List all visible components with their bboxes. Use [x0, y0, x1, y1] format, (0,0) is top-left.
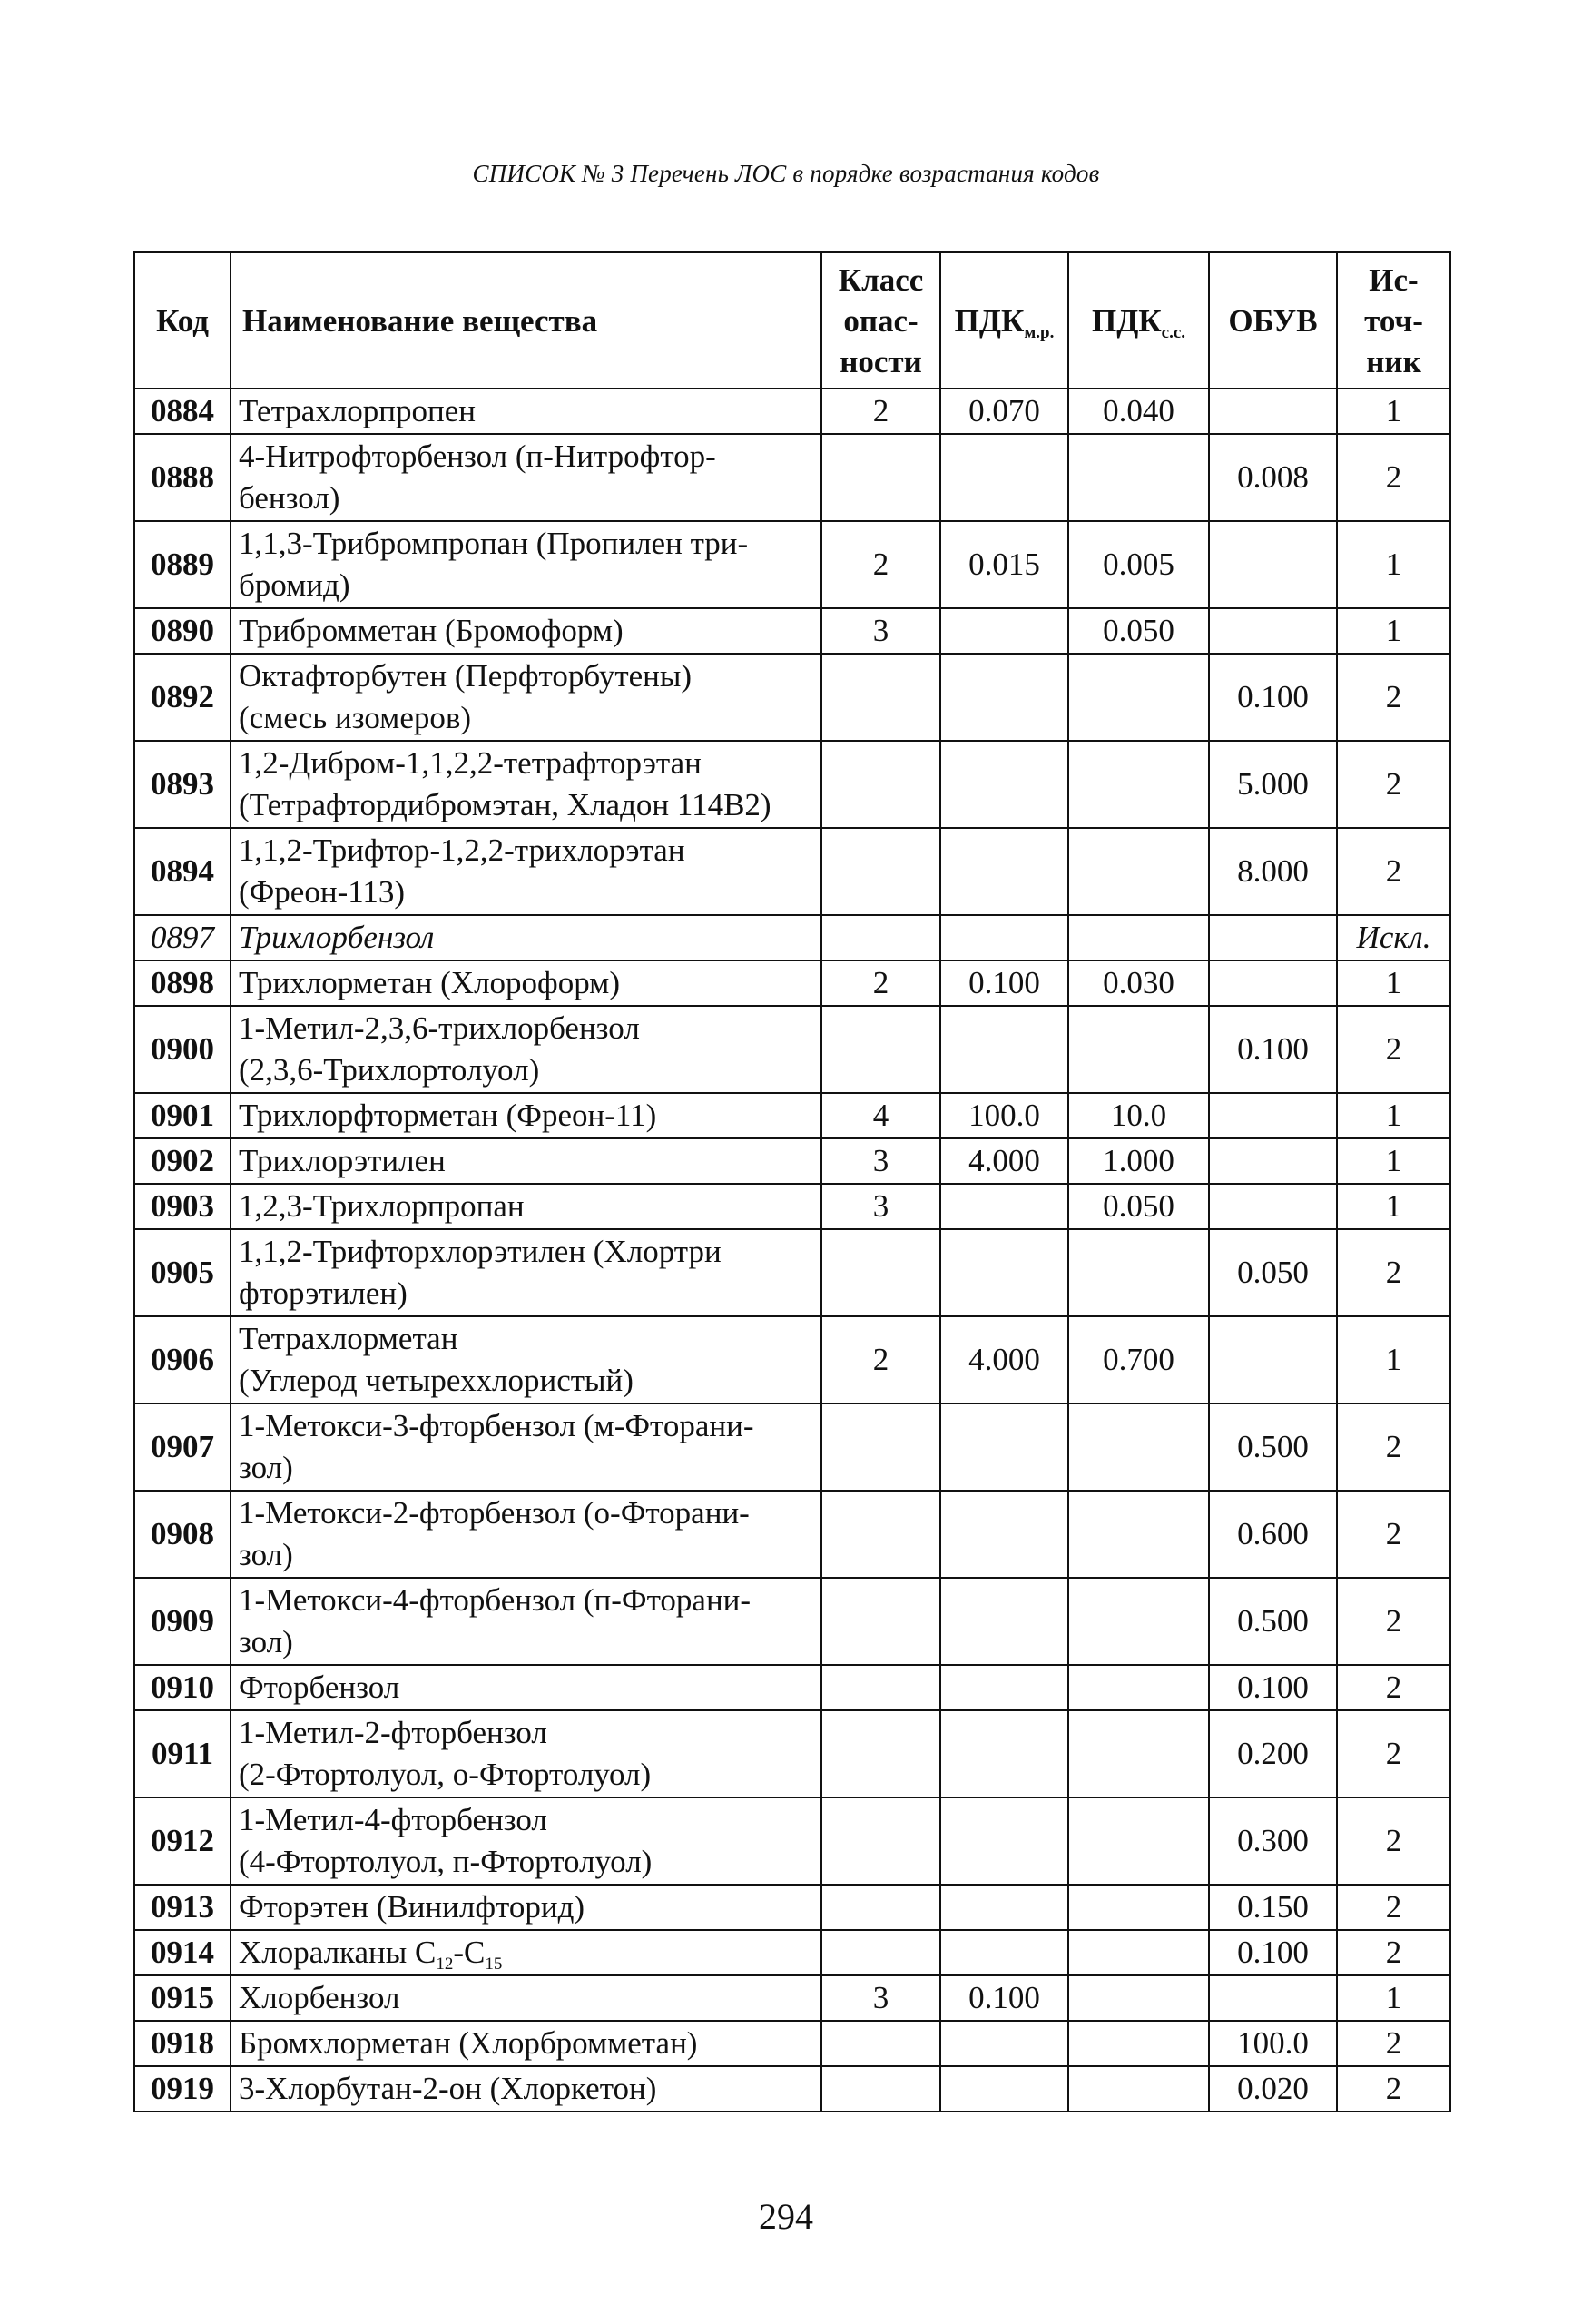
row-name: [231, 1975, 821, 2021]
row-pdk-ss: [1068, 434, 1209, 521]
row-obuv: 0.020: [1209, 2066, 1337, 2112]
row-obuv: 0.008: [1209, 434, 1337, 521]
row-obuv: [1209, 1184, 1337, 1229]
row-name-line1: 1,2-Дибром-1,1,2,2-тетрафторэтан: [239, 745, 702, 781]
row-obuv: [1209, 521, 1337, 608]
row-name-line2: (2,3,6-Трихлортолуол): [239, 1052, 540, 1088]
row-pdk-mr: [940, 608, 1068, 654]
row-code: 0890: [134, 608, 231, 654]
row-pdk-ss: 0.040: [1068, 389, 1209, 434]
row-obuv: [1209, 1316, 1337, 1403]
row-pdk-mr: 0.015: [940, 521, 1068, 608]
row-name-line1: Фторэтен (Винилфторид): [239, 1889, 585, 1925]
row-name: [231, 1491, 821, 1578]
page-number: 294: [759, 2196, 813, 2237]
table-row: [134, 1885, 1450, 1930]
row-class: [821, 1491, 940, 1578]
row-pdk-ss: [1068, 2066, 1209, 2112]
row-pdk-mr: [940, 828, 1068, 915]
row-obuv: 0.150: [1209, 1885, 1337, 1930]
row-pdk-ss: 0.030: [1068, 960, 1209, 1006]
row-class: [821, 1930, 940, 1975]
row-obuv: [1209, 1138, 1337, 1184]
row-source: 1: [1337, 608, 1450, 654]
row-pdk-mr: [940, 1578, 1068, 1665]
row-code: 0915: [134, 1975, 231, 2021]
row-pdk-mr: [940, 434, 1068, 521]
row-source: 1: [1337, 1316, 1450, 1403]
table-row: [134, 2066, 1450, 2112]
row-code: 0912: [134, 1797, 231, 1885]
row-pdk-ss: [1068, 741, 1209, 828]
table-row: [134, 1930, 1450, 1975]
row-source: 2: [1337, 434, 1450, 521]
table-body: [134, 389, 1450, 2112]
row-name: [231, 654, 821, 741]
header-source-line1: Ис-: [1369, 261, 1419, 298]
row-source: 1: [1337, 521, 1450, 608]
row-obuv: 0.100: [1209, 654, 1337, 741]
row-name-line2: (Фреон-113): [239, 874, 406, 910]
header-row: [134, 252, 1450, 389]
row-name: [231, 1138, 821, 1184]
row-code: 0900: [134, 1006, 231, 1093]
row-obuv: [1209, 389, 1337, 434]
table-row: [134, 915, 1450, 960]
row-code: 0905: [134, 1229, 231, 1316]
row-pdk-mr: [940, 2021, 1068, 2066]
table-row: [134, 1093, 1450, 1138]
row-class: 3: [821, 1975, 940, 2021]
row-name: [231, 960, 821, 1006]
row-source: 1: [1337, 1184, 1450, 1229]
row-pdk-ss: 0.050: [1068, 1184, 1209, 1229]
row-class: 3: [821, 1184, 940, 1229]
row-class: [821, 741, 940, 828]
row-pdk-mr: 100.0: [940, 1093, 1068, 1138]
row-name-line1: Октафторбутен (Перфторбутены): [239, 658, 693, 694]
row-pdk-ss: [1068, 1006, 1209, 1093]
row-name: [231, 1930, 821, 1975]
header-class: [821, 252, 940, 389]
row-name-line2: зол): [239, 1537, 293, 1572]
row-code: 0903: [134, 1184, 231, 1229]
row-source: 1: [1337, 1138, 1450, 1184]
row-name: [231, 1006, 821, 1093]
row-name: [231, 608, 821, 654]
row-name: [231, 389, 821, 434]
row-name: [231, 1403, 821, 1491]
row-name-line1: Фторбензол: [239, 1669, 400, 1705]
row-pdk-ss: 1.000: [1068, 1138, 1209, 1184]
row-name-line1: 1,2,3-Трихлорпропан: [239, 1188, 525, 1224]
row-class: [821, 2021, 940, 2066]
row-source: 2: [1337, 1006, 1450, 1093]
row-code: 0898: [134, 960, 231, 1006]
header-pdk-ss: [1068, 252, 1209, 389]
row-class: [821, 1665, 940, 1710]
table-row: [134, 654, 1450, 741]
row-name: [231, 1229, 821, 1316]
row-class: 4: [821, 1093, 940, 1138]
row-code: 0906: [134, 1316, 231, 1403]
page-title: СПИСОК № 3 Перечень ЛОС в порядке возрастания кодов: [472, 160, 1100, 187]
row-name-line1: Трихлорэтилен: [239, 1143, 446, 1178]
table-row: [134, 1138, 1450, 1184]
row-pdk-mr: [940, 1710, 1068, 1797]
row-obuv: 0.600: [1209, 1491, 1337, 1578]
row-name: [231, 915, 821, 960]
row-name: [231, 828, 821, 915]
row-obuv: 0.200: [1209, 1710, 1337, 1797]
row-obuv: 100.0: [1209, 2021, 1337, 2066]
row-class: 2: [821, 521, 940, 608]
row-name-line1: Тетрахлорпропен: [239, 393, 477, 428]
row-pdk-ss: [1068, 1665, 1209, 1710]
row-name-line1: 1-Метил-2-фторбензол: [239, 1715, 547, 1750]
row-code: 0911: [134, 1710, 231, 1797]
row-pdk-ss: 0.050: [1068, 608, 1209, 654]
table-row: [134, 1229, 1450, 1316]
row-class: [821, 434, 940, 521]
row-pdk-mr: [940, 915, 1068, 960]
row-name: [231, 1316, 821, 1403]
row-pdk-mr: [940, 1797, 1068, 1885]
row-source: 1: [1337, 389, 1450, 434]
row-pdk-mr: [940, 1403, 1068, 1491]
row-pdk-mr: [940, 1491, 1068, 1578]
row-pdk-ss: [1068, 915, 1209, 960]
row-pdk-mr: 4.000: [940, 1316, 1068, 1403]
row-pdk-mr: [940, 1184, 1068, 1229]
row-obuv: 0.500: [1209, 1403, 1337, 1491]
row-pdk-mr: 0.100: [940, 960, 1068, 1006]
row-class: [821, 1229, 940, 1316]
row-source: 2: [1337, 1930, 1450, 1975]
row-source: 2: [1337, 1229, 1450, 1316]
row-name-line1: Трибромметан (Бромоформ): [239, 613, 624, 648]
header-pdk-mr-sub: м.р.: [1024, 322, 1055, 342]
row-class: [821, 1797, 940, 1885]
row-source: 1: [1337, 960, 1450, 1006]
row-pdk-ss: 0.700: [1068, 1316, 1209, 1403]
row-name: [231, 1710, 821, 1797]
row-code: 0888: [134, 434, 231, 521]
row-class: 3: [821, 608, 940, 654]
row-name-line2: бензол): [239, 480, 340, 516]
row-class: [821, 1006, 940, 1093]
row-code: 0889: [134, 521, 231, 608]
row-pdk-ss: [1068, 1975, 1209, 2021]
row-source: 2: [1337, 1578, 1450, 1665]
table-row: [134, 608, 1450, 654]
header-pdk-mr-base: ПДК: [954, 302, 1025, 339]
row-name-line1: 1,1,2-Трифторхлорэтилен (Хлортри: [239, 1234, 722, 1269]
row-name-line1: 1,1,2-Трифтор-1,2,2-трихлорэтан: [239, 832, 685, 868]
substances-table: [133, 251, 1451, 2112]
row-pdk-ss: [1068, 1403, 1209, 1491]
row-name-line1: 1-Метил-2,3,6-трихлорбензол: [239, 1010, 640, 1046]
row-name-line1: Трихлорметан (Хлороформ): [239, 965, 620, 1000]
table-row: [134, 1316, 1450, 1403]
row-obuv: [1209, 915, 1337, 960]
row-pdk-ss: [1068, 1578, 1209, 1665]
row-name-line1: 1-Метокси-4-фторбензол (п-Фторани-: [239, 1582, 752, 1618]
row-class: 3: [821, 1138, 940, 1184]
row-source: 2: [1337, 741, 1450, 828]
row-pdk-mr: [940, 654, 1068, 741]
row-code: 0893: [134, 741, 231, 828]
row-obuv: 0.300: [1209, 1797, 1337, 1885]
row-obuv: 5.000: [1209, 741, 1337, 828]
table-row: [134, 1665, 1450, 1710]
row-name-line1: Хлорбензол: [239, 1980, 400, 2015]
row-name-line1: Бромхлорметан (Хлорбромметан): [239, 2025, 698, 2061]
row-pdk-mr: [940, 741, 1068, 828]
row-name-line2: бромид): [239, 567, 350, 603]
row-code: 0914: [134, 1930, 231, 1975]
header-class-line1: Класс: [838, 261, 924, 298]
table-row: [134, 1491, 1450, 1578]
row-name-line1: Хлоралканы C: [239, 1935, 437, 1970]
row-pdk-ss: [1068, 1930, 1209, 1975]
row-pdk-mr: 4.000: [940, 1138, 1068, 1184]
row-name: [231, 1578, 821, 1665]
row-name-line2: зол): [239, 1450, 293, 1485]
table-row: [134, 389, 1450, 434]
row-pdk-ss: [1068, 1710, 1209, 1797]
row-name-line1: Трихлорфторметан (Фреон-11): [239, 1098, 657, 1133]
row-class: [821, 828, 940, 915]
row-name: [231, 1093, 821, 1138]
row-obuv: 0.100: [1209, 1006, 1337, 1093]
row-obuv: 0.100: [1209, 1665, 1337, 1710]
header-source: [1337, 252, 1450, 389]
row-obuv: [1209, 608, 1337, 654]
row-obuv: 0.100: [1209, 1930, 1337, 1975]
row-code: 0910: [134, 1665, 231, 1710]
row-code: 0902: [134, 1138, 231, 1184]
row-name: [231, 2066, 821, 2112]
row-source: 2: [1337, 2021, 1450, 2066]
row-name-line2: (2-Фтортолуол, о-Фтортолуол): [239, 1757, 652, 1792]
row-pdk-ss: [1068, 1491, 1209, 1578]
row-source: 2: [1337, 1403, 1450, 1491]
row-pdk-mr: [940, 1229, 1068, 1316]
row-class: [821, 2066, 940, 2112]
header-class-line3: ности: [840, 343, 922, 379]
table-row: [134, 2021, 1450, 2066]
row-name: [231, 434, 821, 521]
row-code: 0884: [134, 389, 231, 434]
table-row: [134, 1797, 1450, 1885]
row-source: 2: [1337, 654, 1450, 741]
row-class: [821, 1578, 940, 1665]
row-pdk-mr: [940, 1006, 1068, 1093]
row-pdk-mr: [940, 2066, 1068, 2112]
row-name-line1: Трихлорбензол: [239, 920, 435, 955]
row-name-sub: 12: [436, 1955, 454, 1974]
row-name-line1: Тетрахлорметан: [239, 1321, 458, 1356]
row-source: 1: [1337, 1975, 1450, 2021]
table-row: [134, 741, 1450, 828]
row-code: 0897: [134, 915, 231, 960]
row-source: 2: [1337, 1710, 1450, 1797]
row-source: Искл.: [1337, 915, 1450, 960]
row-pdk-mr: 0.100: [940, 1975, 1068, 2021]
table-row: [134, 828, 1450, 915]
row-name: [231, 2021, 821, 2066]
table-row: [134, 1975, 1450, 2021]
row-pdk-ss: [1068, 1797, 1209, 1885]
table-row: [134, 521, 1450, 608]
row-class: [821, 1710, 940, 1797]
header-pdk-mr: [940, 252, 1068, 389]
row-name-line2: (смесь изомеров): [239, 700, 472, 735]
header-obuv: ОБУВ: [1209, 252, 1337, 389]
header-pdk-ss-sub: с.с.: [1161, 322, 1186, 342]
row-name-line2: (Углерод четыреххлористый): [239, 1363, 634, 1398]
row-source: 2: [1337, 1797, 1450, 1885]
row-source: 2: [1337, 2066, 1450, 2112]
header-source-line3: ник: [1366, 343, 1421, 379]
row-name-line1: 1-Метил-4-фторбензол: [239, 1802, 547, 1837]
table-row: [134, 434, 1450, 521]
row-source: 2: [1337, 828, 1450, 915]
table-row: [134, 1006, 1450, 1093]
row-obuv: 0.500: [1209, 1578, 1337, 1665]
row-pdk-ss: [1068, 2021, 1209, 2066]
table-row: [134, 1578, 1450, 1665]
row-name-line2: (Тетрафтордибромэтан, Хладон 114В2): [239, 787, 771, 822]
row-obuv: 8.000: [1209, 828, 1337, 915]
row-name-line1: 1,1,3-Трибромпропан (Пропилен три-: [239, 526, 749, 561]
row-pdk-ss: 10.0: [1068, 1093, 1209, 1138]
row-name: [231, 1665, 821, 1710]
row-pdk-ss: 0.005: [1068, 521, 1209, 608]
row-obuv: [1209, 960, 1337, 1006]
row-class: 2: [821, 960, 940, 1006]
row-pdk-mr: 0.070: [940, 389, 1068, 434]
row-name: [231, 521, 821, 608]
row-name-line1: 1-Метокси-3-фторбензол (м-Фторани-: [239, 1408, 754, 1443]
row-name-line2: фторэтилен): [239, 1275, 408, 1311]
row-class: [821, 915, 940, 960]
row-name-sub: 15: [485, 1955, 503, 1974]
table-row: [134, 960, 1450, 1006]
row-code: 0892: [134, 654, 231, 741]
row-code: 0908: [134, 1491, 231, 1578]
row-name-line2: зол): [239, 1624, 293, 1659]
row-code: 0907: [134, 1403, 231, 1491]
row-source: 2: [1337, 1665, 1450, 1710]
row-class: [821, 1403, 940, 1491]
row-name-line1: 3-Хлорбутан-2-он (Хлоркетон): [239, 2071, 657, 2106]
row-class: 2: [821, 1316, 940, 1403]
row-pdk-ss: [1068, 1885, 1209, 1930]
header-pdk-ss-base: ПДК: [1091, 302, 1162, 339]
row-pdk-mr: [940, 1930, 1068, 1975]
row-source: 1: [1337, 1093, 1450, 1138]
header-source-line2: точ-: [1364, 302, 1423, 339]
row-class: [821, 1885, 940, 1930]
row-name: [231, 1885, 821, 1930]
table-row: [134, 1403, 1450, 1491]
header-name: Наименование вещества: [231, 252, 821, 389]
header-code: Код: [134, 252, 231, 389]
row-obuv: 0.050: [1209, 1229, 1337, 1316]
row-name-line2: (4-Фтортолуол, п-Фтортолуол): [239, 1844, 653, 1879]
row-code: 0901: [134, 1093, 231, 1138]
row-pdk-mr: [940, 1885, 1068, 1930]
row-pdk-ss: [1068, 654, 1209, 741]
row-obuv: [1209, 1975, 1337, 2021]
row-source: 2: [1337, 1491, 1450, 1578]
row-name-mid: -C: [453, 1935, 486, 1970]
row-code: 0919: [134, 2066, 231, 2112]
row-name: [231, 741, 821, 828]
row-name: [231, 1184, 821, 1229]
row-code: 0909: [134, 1578, 231, 1665]
row-name-line1: 4-Нитрофторбензол (п-Нитрофтор-: [239, 438, 716, 474]
header-class-line2: опас-: [843, 302, 919, 339]
row-pdk-mr: [940, 1665, 1068, 1710]
row-name-line1: 1-Метокси-2-фторбензол (о-Фторани-: [239, 1495, 750, 1531]
row-class: [821, 654, 940, 741]
row-class: 2: [821, 389, 940, 434]
row-source: 2: [1337, 1885, 1450, 1930]
row-pdk-ss: [1068, 1229, 1209, 1316]
row-obuv: [1209, 1093, 1337, 1138]
table-row: [134, 1184, 1450, 1229]
table-row: [134, 1710, 1450, 1797]
row-code: 0913: [134, 1885, 231, 1930]
row-name: [231, 1797, 821, 1885]
row-code: 0918: [134, 2021, 231, 2066]
row-code: 0894: [134, 828, 231, 915]
row-pdk-ss: [1068, 828, 1209, 915]
